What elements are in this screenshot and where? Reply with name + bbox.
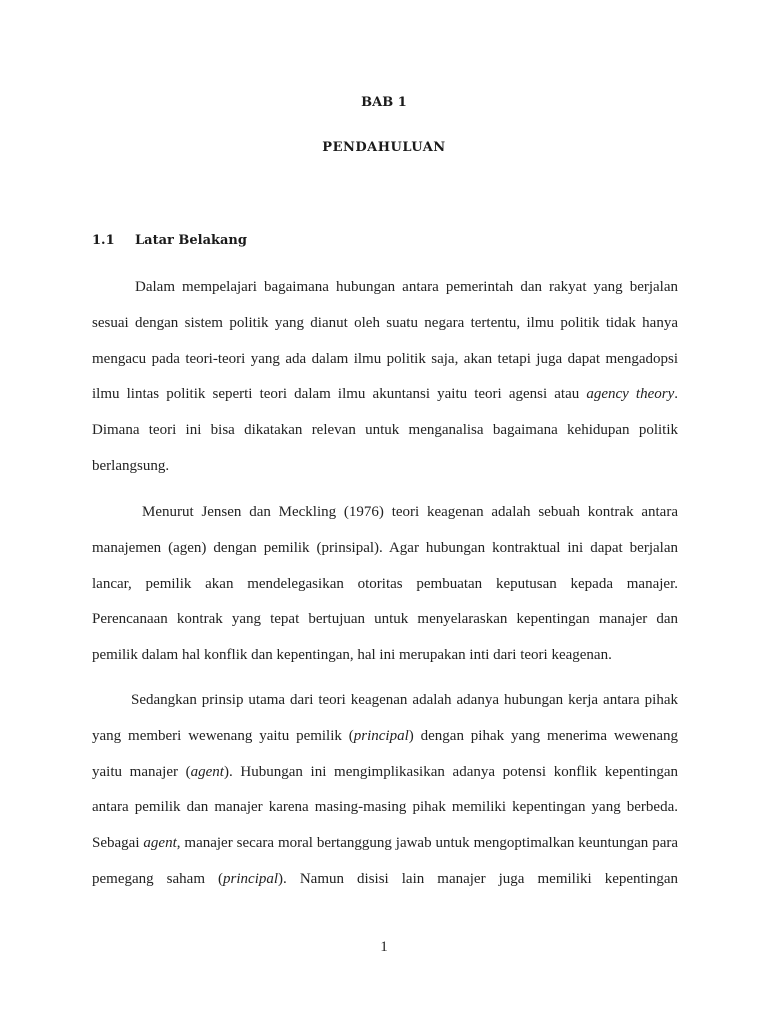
text-run: Dimana teori ini bisa dikatakan relevan untuk menganalisa bagaimana kehidupan politik xyxy=(92,422,678,439)
italic-term: principal xyxy=(353,727,409,744)
text-run: ilmu lintas politik seperti teori dalam ilmu akuntansi yaitu teori agensi atau xyxy=(92,386,587,403)
text-run: lancar, pemilik akan mendelegasikan otoritas pembuatan keputusan kepada manajer. xyxy=(92,575,678,592)
paragraph-2-line xyxy=(92,609,678,629)
text-run: ) dengan pihak yang menerima wewenang xyxy=(408,727,678,744)
page-number: 1 xyxy=(380,939,388,955)
text-run: pemegang saham ( xyxy=(92,871,224,887)
text-run: Perencanaan kontrak yang tepat bertujuan untuk menyelaraskan kepentingan manajer dan xyxy=(92,611,678,628)
text-run: Menurut Jensen dan Meckling (1976) teori keagenan adalah sebuah kontrak antara xyxy=(142,504,678,520)
paragraph-1-line xyxy=(92,420,678,440)
text-run: Sedangkan prinsip utama dari teori keagenan adalah adanya hubungan kerja antara pihak xyxy=(131,692,678,708)
chapter-title: PENDAHULUAN xyxy=(322,140,446,155)
italic-term: principal xyxy=(223,871,279,887)
paragraph-3-line xyxy=(92,869,678,889)
text-run: pemilik dalam hal konflik dan kepentingan, hal ini merupakan inti dari teori keagenan. xyxy=(92,647,612,664)
text-run: berlangsung. xyxy=(92,458,170,474)
text-run: Sebagai xyxy=(92,835,144,852)
paragraph-2-line xyxy=(142,502,678,522)
italic-term: agent xyxy=(190,763,224,780)
paragraph-2-line xyxy=(92,574,678,594)
paragraph-1-line xyxy=(135,277,678,297)
text-run: antara pemilik dan manajer karena masing-masing pihak memiliki kepentingan yang berbeda. xyxy=(92,799,678,816)
text-run: yang memberi wewenang yaitu pemilik ( xyxy=(92,727,354,744)
text-run: yaitu manajer ( xyxy=(92,763,191,780)
paragraph-1-line xyxy=(92,349,678,369)
text-run: ). Hubungan ini mengimplikasikan adanya potensi konflik kepentingan xyxy=(223,763,678,780)
section-number: 1.1 xyxy=(92,233,115,248)
text-run: . xyxy=(674,386,678,403)
italic-term: agency theory xyxy=(586,386,675,403)
italic-term: agent xyxy=(143,835,177,852)
paragraph-3-line xyxy=(92,833,678,853)
text-run: manajemen (agen) dengan pemilik (prinsipal). Agar hubungan kontraktual ini dapat berjalan xyxy=(92,539,678,556)
paragraph-1-line xyxy=(92,313,678,333)
text-run: mengacu pada teori-teori yang ada dalam ilmu politik saja, akan tetapi juga dapat mengadopsi xyxy=(92,350,678,367)
paragraph-3-line xyxy=(92,797,678,817)
paragraph-1-line xyxy=(92,384,678,404)
paragraph-3-line xyxy=(92,762,678,782)
section-title: Latar Belakang xyxy=(135,233,247,248)
paragraph-3-line xyxy=(92,726,678,746)
paragraph-1-line xyxy=(92,456,678,476)
text-run: ). Namun disisi lain manajer juga memiliki kepentingan xyxy=(278,871,678,887)
text-run: sesuai dengan sistem politik yang dianut oleh suatu negara tertentu, ilmu politik tidak hanya xyxy=(92,314,678,331)
text-run: , manajer secara moral bertanggung jawab untuk mengoptimalkan keuntungan para xyxy=(176,835,679,852)
text-run: Dalam mempelajari bagaimana hubungan antara pemerintah dan rakyat yang berjalan xyxy=(135,279,678,295)
paragraph-3-line xyxy=(131,690,678,710)
paragraph-2-line xyxy=(92,538,678,558)
paragraph-2-line xyxy=(92,645,678,665)
chapter-number: BAB 1 xyxy=(361,95,407,110)
